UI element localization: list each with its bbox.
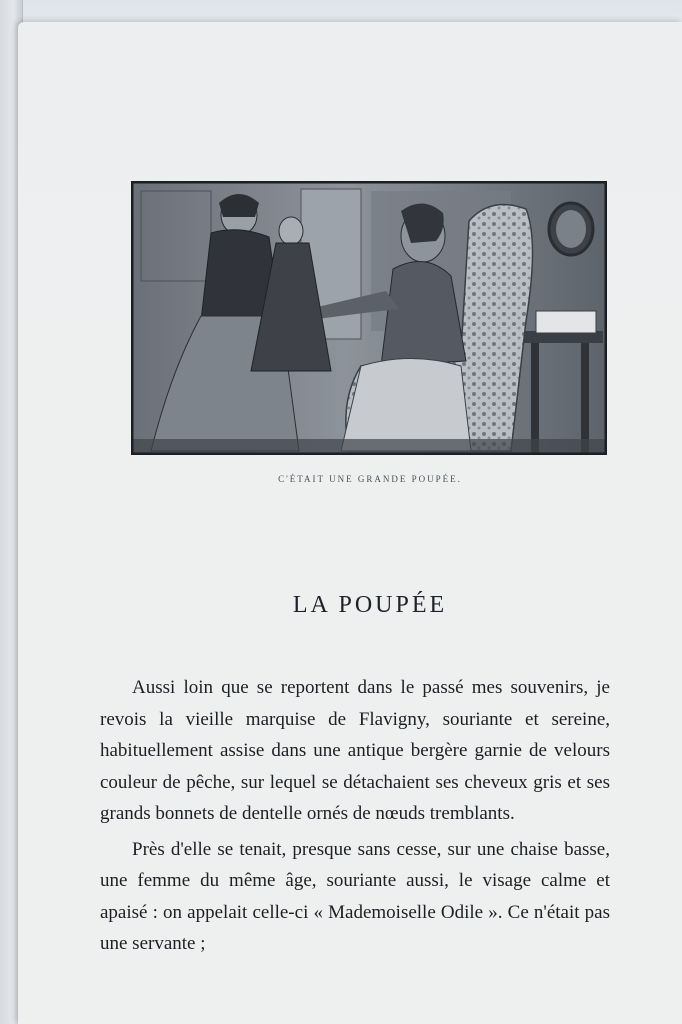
body-text	[100, 672, 610, 960]
paragraph	[100, 672, 610, 830]
engraving-image	[131, 181, 607, 455]
paragraph-text: Aussi loin que se reportent dans le passé mes souvenirs, je revois la vieille marquise de Flavigny, souriante et sereine, habituellement assise dans une antique bergère garnie de velours couleur de pêche, sur lequel se détachaient ses cheveux gris et ses grands bonnets de dentelle ornés de nœuds tremblants.	[100, 677, 610, 824]
illustration-plate	[131, 181, 607, 455]
illustration-caption: C'ÉTAIT UNE GRANDE POUPÉE.	[278, 474, 462, 484]
paragraph-text: Près d'elle se tenait, presque sans cesse, sur une chaise basse, une femme du même âge, souriante aussi, le visage calme et apaisé : on appelait celle-ci « Mademoiselle Odile ». Ce n'était pas une servante ;	[100, 838, 610, 954]
paragraph	[100, 834, 610, 960]
chapter-title: LA POUPÉE	[292, 592, 448, 618]
